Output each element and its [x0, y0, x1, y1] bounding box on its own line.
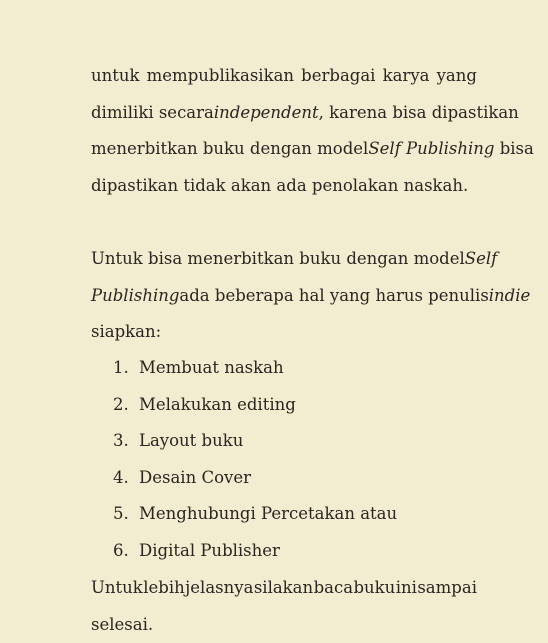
preparation-steps-list — [113, 350, 397, 569]
paragraph-line: selesai. — [91, 607, 477, 643]
paragraph-closing — [91, 570, 477, 643]
text-segment: bisa — [500, 139, 534, 158]
word: karya — [383, 58, 430, 95]
paragraph-line — [91, 95, 477, 132]
word: untuk — [91, 58, 140, 95]
list-text: Melakukan editing — [139, 387, 296, 424]
paragraph-line — [91, 131, 477, 168]
word: lebih — [143, 570, 185, 607]
paragraph-publishing-intro — [91, 58, 477, 204]
text-segment: ada beberapa hal yang harus penulis — [179, 278, 488, 315]
list-text: Menghubungi Percetakan atau — [139, 496, 397, 533]
paragraph-line — [91, 241, 477, 278]
list-item — [113, 460, 397, 497]
text-segment: Untuk bisa menerbitkan buku dengan model — [91, 241, 465, 278]
list-item — [113, 496, 397, 533]
italic-term: independent — [214, 103, 319, 122]
list-number: 1. — [113, 350, 139, 387]
list-item — [113, 387, 397, 424]
list-number: 2. — [113, 387, 139, 424]
word: jelasnya — [185, 570, 253, 607]
italic-term: Self — [465, 241, 497, 278]
paragraph-line — [91, 278, 477, 315]
italic-term: indie — [489, 278, 531, 315]
paragraph-line — [91, 570, 477, 607]
paragraph-line — [91, 58, 477, 95]
list-number: 6. — [113, 533, 139, 570]
paragraph-line: siapkan: — [91, 314, 477, 351]
italic-term: Self Publishing — [368, 139, 494, 158]
text-segment: dimiliki secara — [91, 95, 214, 132]
word: buku — [353, 570, 395, 607]
text-segment: menerbitkan buku dengan model — [91, 131, 368, 168]
word: baca — [314, 570, 353, 607]
list-item — [113, 533, 397, 570]
word: sampai — [417, 570, 477, 607]
list-text: Digital Publisher — [139, 533, 280, 570]
list-text: Layout buku — [139, 423, 243, 460]
word: berbagai — [301, 58, 375, 95]
list-item — [113, 350, 397, 387]
list-number: 5. — [113, 496, 139, 533]
list-item — [113, 423, 397, 460]
paragraph-line: dipastikan tidak akan ada penolakan naskah. — [91, 168, 477, 205]
word: Untuk — [91, 570, 143, 607]
word: silakan — [254, 570, 313, 607]
italic-term: Publishing — [91, 278, 179, 315]
list-text: Membuat naskah — [139, 350, 284, 387]
text-segment: , karena bisa dipastikan — [319, 103, 519, 122]
word: yang — [437, 58, 477, 95]
list-text: Desain Cover — [139, 460, 251, 497]
paragraph-self-publishing — [91, 241, 477, 351]
word: ini — [396, 570, 417, 607]
list-number: 4. — [113, 460, 139, 497]
list-number: 3. — [113, 423, 139, 460]
word: mempublikasikan — [147, 58, 294, 95]
